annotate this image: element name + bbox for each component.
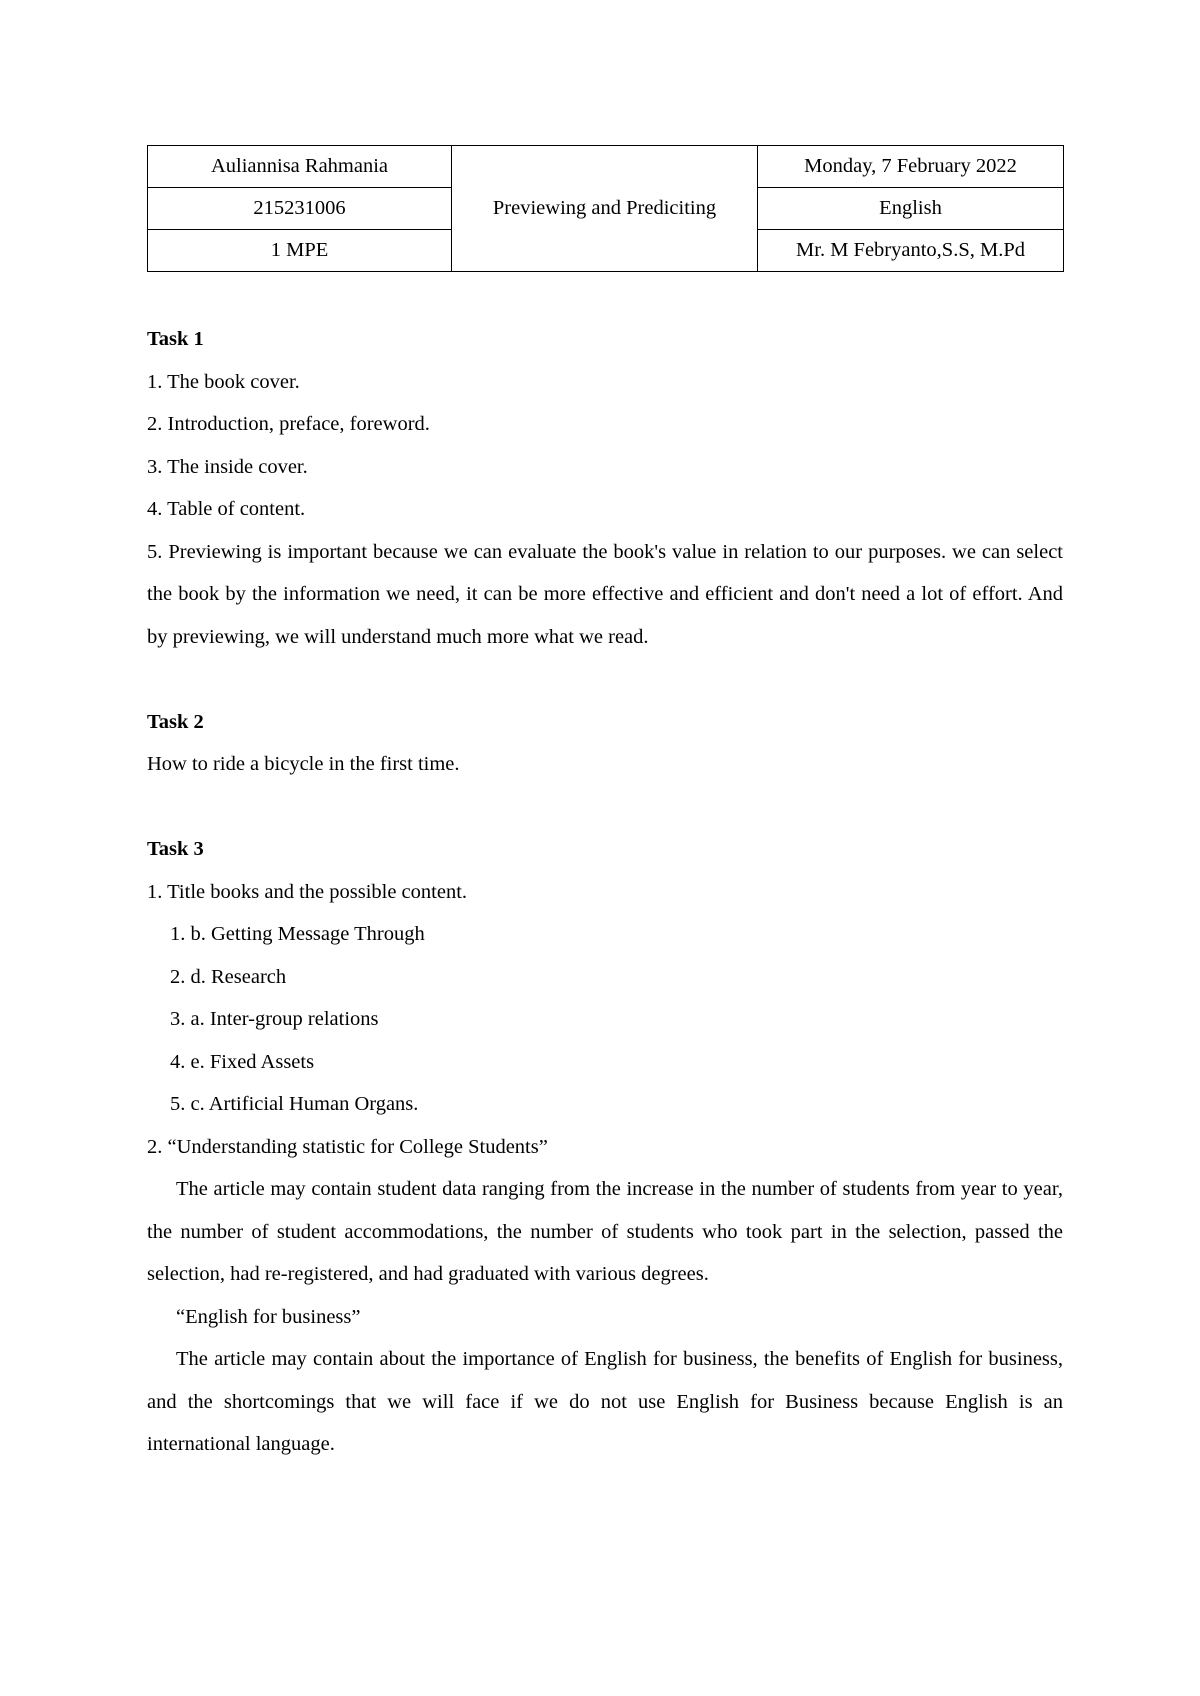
task1-item-2: 2. Introduction, preface, foreword.	[147, 413, 430, 435]
task3-match-2: 2. d. Research	[170, 965, 287, 988]
task3-match-5: 5. c. Artificial Human Organs.	[170, 1093, 419, 1115]
task2-heading: Task 2	[147, 710, 204, 733]
table-row	[148, 146, 1064, 188]
task1-item-3: 3. The inside cover.	[147, 455, 308, 478]
task3-heading: Task 3	[147, 838, 204, 860]
task1-item-5: 5. Previewing is important because we can evaluate the book's value in relation to our purposes. we can select the book by the information we need, it can be more effective and efficient and don't need a lot of effort. And by previewing, we will understand much more what we read.	[147, 540, 1063, 648]
task1-item-1: 1. The book cover.	[147, 370, 300, 393]
topic-cell: Previewing and Prediciting	[452, 146, 758, 272]
document-body	[147, 318, 1063, 1466]
task3-match-3: 3. a. Inter-group relations	[170, 1008, 379, 1030]
task2-text: How to ride a bicycle in the first time.	[147, 753, 460, 775]
task3-article1-text: The article may contain student data ranging from the increase in the number of students from year to year, the number of student accommodations, the number of students who took part in the selection, passed the selection, had re-registered, and had graduated with various degrees.	[147, 1178, 1063, 1285]
task1-item-4: 4. Table of content.	[147, 498, 306, 520]
subject-cell: English	[758, 188, 1064, 230]
date-cell: Monday, 7 February 2022	[758, 146, 1064, 188]
task3-match-4: 4. e. Fixed Assets	[170, 1050, 315, 1073]
task3-item1-label: 1. Title books and the possible content.	[147, 880, 468, 903]
task3-article2-text: The article may contain about the importance of English for business, the benefits of English for business, and the shortcomings that we will face if we do not use English for Business because English is an international language.	[147, 1348, 1063, 1455]
header-table	[147, 145, 1064, 272]
student-id-cell: 215231006	[148, 188, 452, 230]
lecturer-cell: Mr. M Febryanto,S.S, M.Pd	[758, 230, 1064, 272]
task3-article2-title: “English for business”	[176, 1305, 361, 1328]
class-cell: 1 MPE	[148, 230, 452, 272]
task3-match-1: 1. b. Getting Message Through	[170, 923, 425, 945]
task3-item2-label: 2. “Understanding statistic for College Students”	[147, 1135, 548, 1158]
task1-heading: Task 1	[147, 328, 204, 350]
student-name-cell: Auliannisa Rahmania	[148, 146, 452, 188]
